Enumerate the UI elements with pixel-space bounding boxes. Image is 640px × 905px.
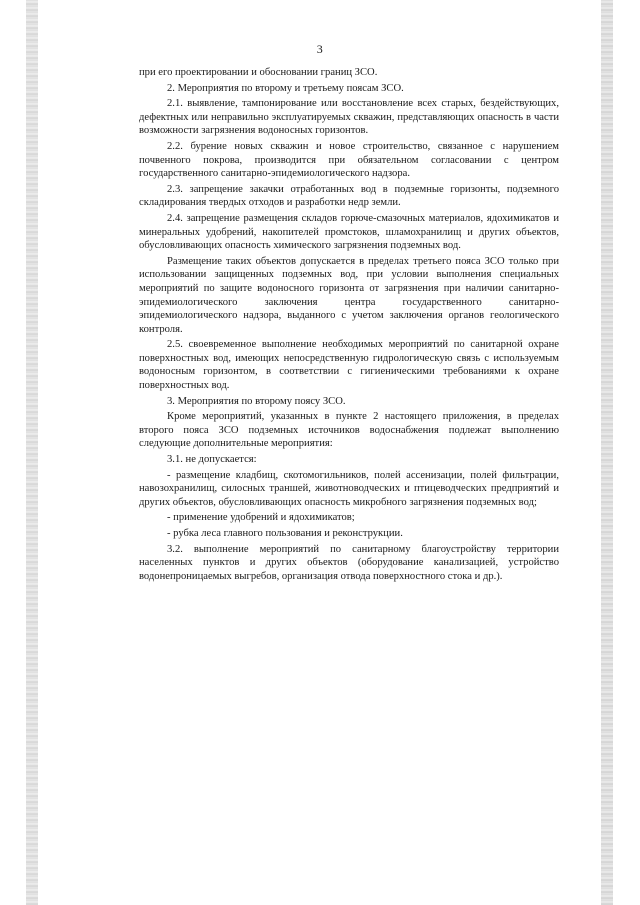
list-item-3-1-b: - применение удобрений и ядохимикатов; (167, 512, 355, 524)
paragraph-2-4: 2.4. запрещение размещения складов горюче-смазочных материалов, ядохимикатов и минеральных удобрений, накопителей промстоков, шламохранилищ и других объектов, обусловливающих опасность химического загрязнения подземных вод. (139, 212, 559, 252)
paragraph-2-5: 2.5. своевременное выполнение необходимых мероприятий по санитарной охране поверхностных вод, имеющих непосредственную гидрологическую связь с используемым водоносным горизонтом, в соответствии с гигиеническими требованиями к охране поверхностных вод. (139, 339, 559, 392)
paragraph-2-1: 2.1. выявление, тампонирование или восстановление всех старых, бездействующих, дефектных или неправильно эксплуатируемых скважин, представляющих опасность в части возможности загрязнения водоносных горизонтов. (139, 98, 559, 137)
paragraph-3-intro: Кроме мероприятий, указанных в пункте 2 настоящего приложения, в пределах второго пояса ЗСО подземных источников водоснабжения подлежат выполнению следующие дополнительные мероприятия: (139, 411, 559, 450)
paragraph-3-1: 3.1. не допускается: (167, 454, 257, 466)
paragraph-3-2: 3.2. выполнение мероприятий по санитарному благоустройству территории населенных пунктов и других объектов (оборудование канализацией, устройство водонепроницаемых выгребов, организация отвода поверхностного стока и др.). (139, 543, 559, 582)
paragraph-continuation: при его проектировании и обосновании границ ЗСО. (139, 67, 378, 78)
page-number: 3 (316, 42, 324, 56)
paragraph-2-4-note: Размещение таких объектов допускается в пределах третьего пояса ЗСО только при использовании защищенных подземных вод, при условии выполнения специальных мероприятий по защите водоносного горизонта от загрязнения при наличии санитарно-эпидемиологического заключения центра государственного санитарно-эпидемиологического надзора, выданного с учетом заключения органов геологического контроля. (139, 255, 559, 335)
list-item-3-1-a: - размещение кладбищ, скотомогильников, полей ассенизации, полей фильтрации, навозохранилищ, силосных траншей, животноводческих и птицеводческих предприятий и других объектов, обусловливающих опасность микробного загрязнения подземных вод; (139, 469, 559, 508)
section-heading-2: 2. Мероприятия по второму и третьему поясам ЗСО. (167, 82, 404, 94)
scan-border-right (601, 0, 613, 905)
list-item-3-1-c: - рубка леса главного пользования и реконструкции. (167, 528, 403, 539)
document-body (139, 66, 559, 583)
section-heading-3: 3. Мероприятия по второму поясу ЗСО. (167, 395, 346, 407)
scan-border-left (26, 0, 38, 905)
paragraph-2-3: 2.3. запрещение закачки отработанных вод в подземные горизонты, подземного складирования твердых отходов и разработки недр земли. (139, 183, 559, 209)
paragraph-2-2: 2.2. бурение новых скважин и новое строительство, связанное с нарушением почвенного покрова, производится при обязательном согласовании с центром государственного санитарно-эпидемиологического надзора. (139, 140, 559, 180)
